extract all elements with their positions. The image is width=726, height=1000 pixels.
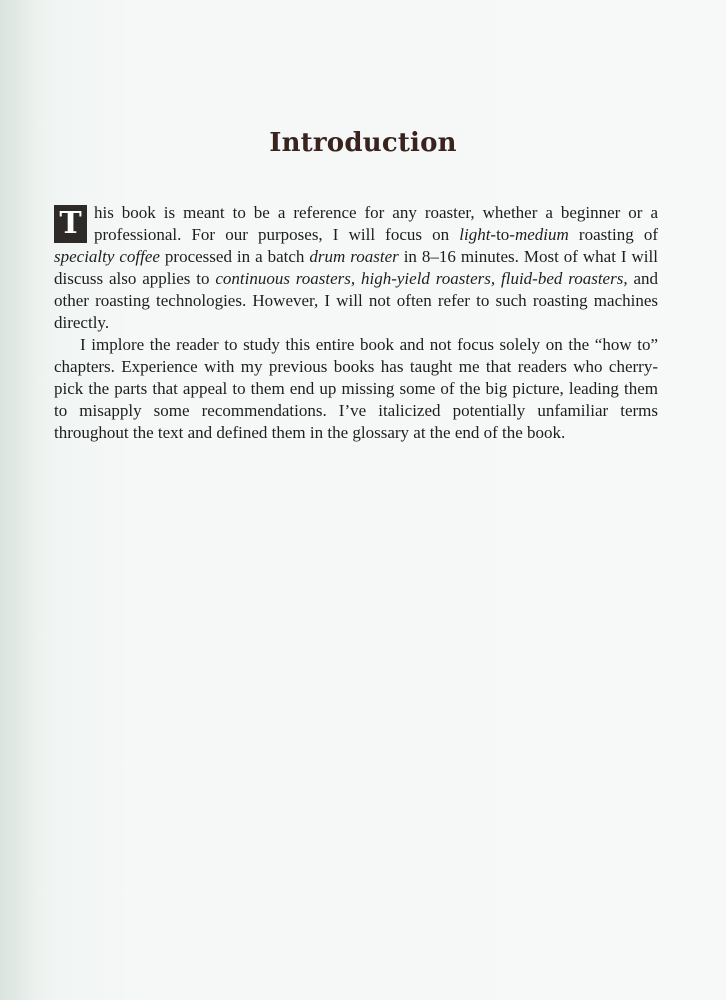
paragraph-1	[54, 202, 658, 334]
paragraph-2: I implore the reader to study this entire book and not focus solely on the “how to” chapters. Experience with my previous books has taught me that readers who cherry-pick the parts that appeal to them end up missing some of the big picture, leading them to misapply some recommendations. I’ve italicized potentially unfamiliar terms throughout the text and defined them in the glossary at the end of the book.	[54, 335, 658, 442]
term-light: light	[459, 225, 491, 244]
p1-text-6: and other roasting technologies. However, I will not often refer to such roasting machines directly.	[54, 269, 658, 332]
term-specialty-coffee: specialty coffee	[54, 247, 160, 266]
body-text	[54, 202, 658, 444]
term-roaster-types: continuous roasters, high-yield roasters, fluid-bed roasters,	[215, 269, 628, 288]
chapter-title: Introduction	[269, 128, 457, 158]
p1-text-3: roasting of	[568, 225, 658, 244]
p1-text-5: in 8–16 minutes. Most of what I will discuss also applies to	[54, 247, 658, 288]
p1-text-1: his book is meant to be a reference for any roaster, whether a beginner or a professional. For our purposes, I will focus on	[94, 203, 658, 244]
term-medium: medium	[514, 225, 569, 244]
p1-text-2: -to-	[490, 225, 515, 244]
term-drum-roaster: drum roaster	[309, 247, 399, 266]
drop-cap: T	[54, 205, 87, 243]
p1-text-4: processed in a batch	[159, 247, 310, 266]
